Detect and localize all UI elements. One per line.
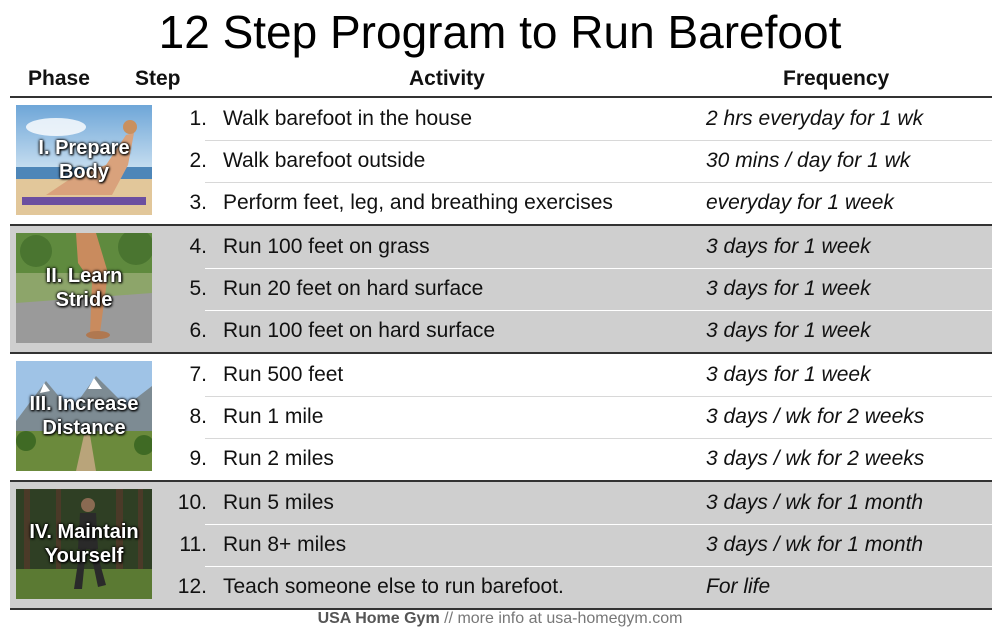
step-activity: Run 20 feet on hard surface: [223, 277, 484, 300]
step-activity: Teach someone else to run barefoot.: [223, 575, 564, 598]
step-number: 5.: [189, 277, 207, 300]
phase-label: I. Prepare Body: [38, 137, 130, 183]
step-number: 10.: [177, 491, 207, 514]
step-frequency: everyday for 1 week: [706, 191, 894, 214]
step-activity: Run 5 miles: [223, 491, 334, 514]
step-number: 12.: [177, 575, 207, 598]
phase-label: II. Learn Stride: [45, 265, 123, 311]
table-row: [162, 140, 992, 182]
step-number: 9.: [189, 447, 207, 470]
table-row: [162, 524, 992, 566]
step-frequency: 3 days for 1 week: [706, 319, 871, 342]
step-frequency: 3 days / wk for 2 weeks: [706, 447, 925, 470]
header-step: Step: [135, 67, 181, 90]
step-activity: Run 8+ miles: [223, 533, 347, 556]
step-activity: Run 2 miles: [223, 447, 334, 470]
phase-image-mountain-trail: [16, 361, 152, 471]
phase-group-increase-distance: [10, 352, 992, 480]
step-frequency: 3 days for 1 week: [706, 363, 871, 386]
table-row: [162, 354, 992, 396]
phase-image-road-runner: [16, 233, 152, 343]
step-frequency: 2 hrs everyday for 1 wk: [706, 107, 924, 130]
step-frequency: 3 days for 1 week: [706, 277, 871, 300]
step-number: 1.: [189, 107, 207, 130]
step-frequency: 3 days / wk for 2 weeks: [706, 405, 925, 428]
step-activity: Run 100 feet on grass: [223, 235, 430, 258]
page-title: 12 Step Program to Run Barefoot: [158, 6, 842, 58]
phase-label: IV. Maintain Yourself: [29, 521, 139, 567]
table-row: [162, 182, 992, 224]
table-row: [162, 98, 992, 140]
table-row: [162, 396, 992, 438]
step-number: 11.: [179, 533, 207, 556]
step-frequency: For life: [706, 575, 771, 598]
header-frequency: Frequency: [783, 67, 890, 90]
phase-group-learn-stride: [10, 224, 992, 352]
table-row: [162, 268, 992, 310]
step-number: 2.: [189, 149, 207, 172]
header-phase: Phase: [28, 67, 90, 90]
table-row: [162, 482, 992, 524]
step-activity: Perform feet, leg, and breathing exercises: [223, 191, 613, 214]
table-row: [162, 226, 992, 268]
phase-image-beach-yoga: [16, 105, 152, 215]
step-number: 7.: [189, 363, 207, 386]
program-table: [10, 96, 992, 610]
phase-group-maintain-yourself: [10, 480, 992, 610]
footer-brand: USA Home Gym: [317, 610, 440, 627]
step-frequency: 30 mins / day for 1 wk: [706, 149, 911, 172]
step-activity: Run 500 feet: [223, 363, 344, 386]
step-activity: Walk barefoot in the house: [223, 107, 473, 130]
step-number: 8.: [189, 405, 207, 428]
phase-label: III. Increase Distance: [29, 393, 139, 439]
phase-group-prepare-body: [10, 96, 992, 224]
phase-image-forest-runner: [16, 489, 152, 599]
footer-link-text: // more info at usa-homegym.com: [439, 610, 683, 627]
step-number: 3.: [189, 191, 207, 214]
step-activity: Run 100 feet on hard surface: [223, 319, 496, 342]
step-activity: Run 1 mile: [223, 405, 324, 428]
footer-credit: [0, 610, 1000, 628]
step-frequency: 3 days / wk for 1 month: [706, 533, 924, 556]
table-row: [162, 566, 992, 608]
step-frequency: 3 days for 1 week: [706, 235, 871, 258]
step-frequency: 3 days / wk for 1 month: [706, 491, 924, 514]
step-number: 6.: [189, 319, 207, 342]
header-activity: Activity: [409, 67, 485, 90]
step-activity: Walk barefoot outside: [223, 149, 426, 172]
table-row: [162, 310, 992, 352]
step-number: 4.: [189, 235, 207, 258]
table-row: [162, 438, 992, 480]
